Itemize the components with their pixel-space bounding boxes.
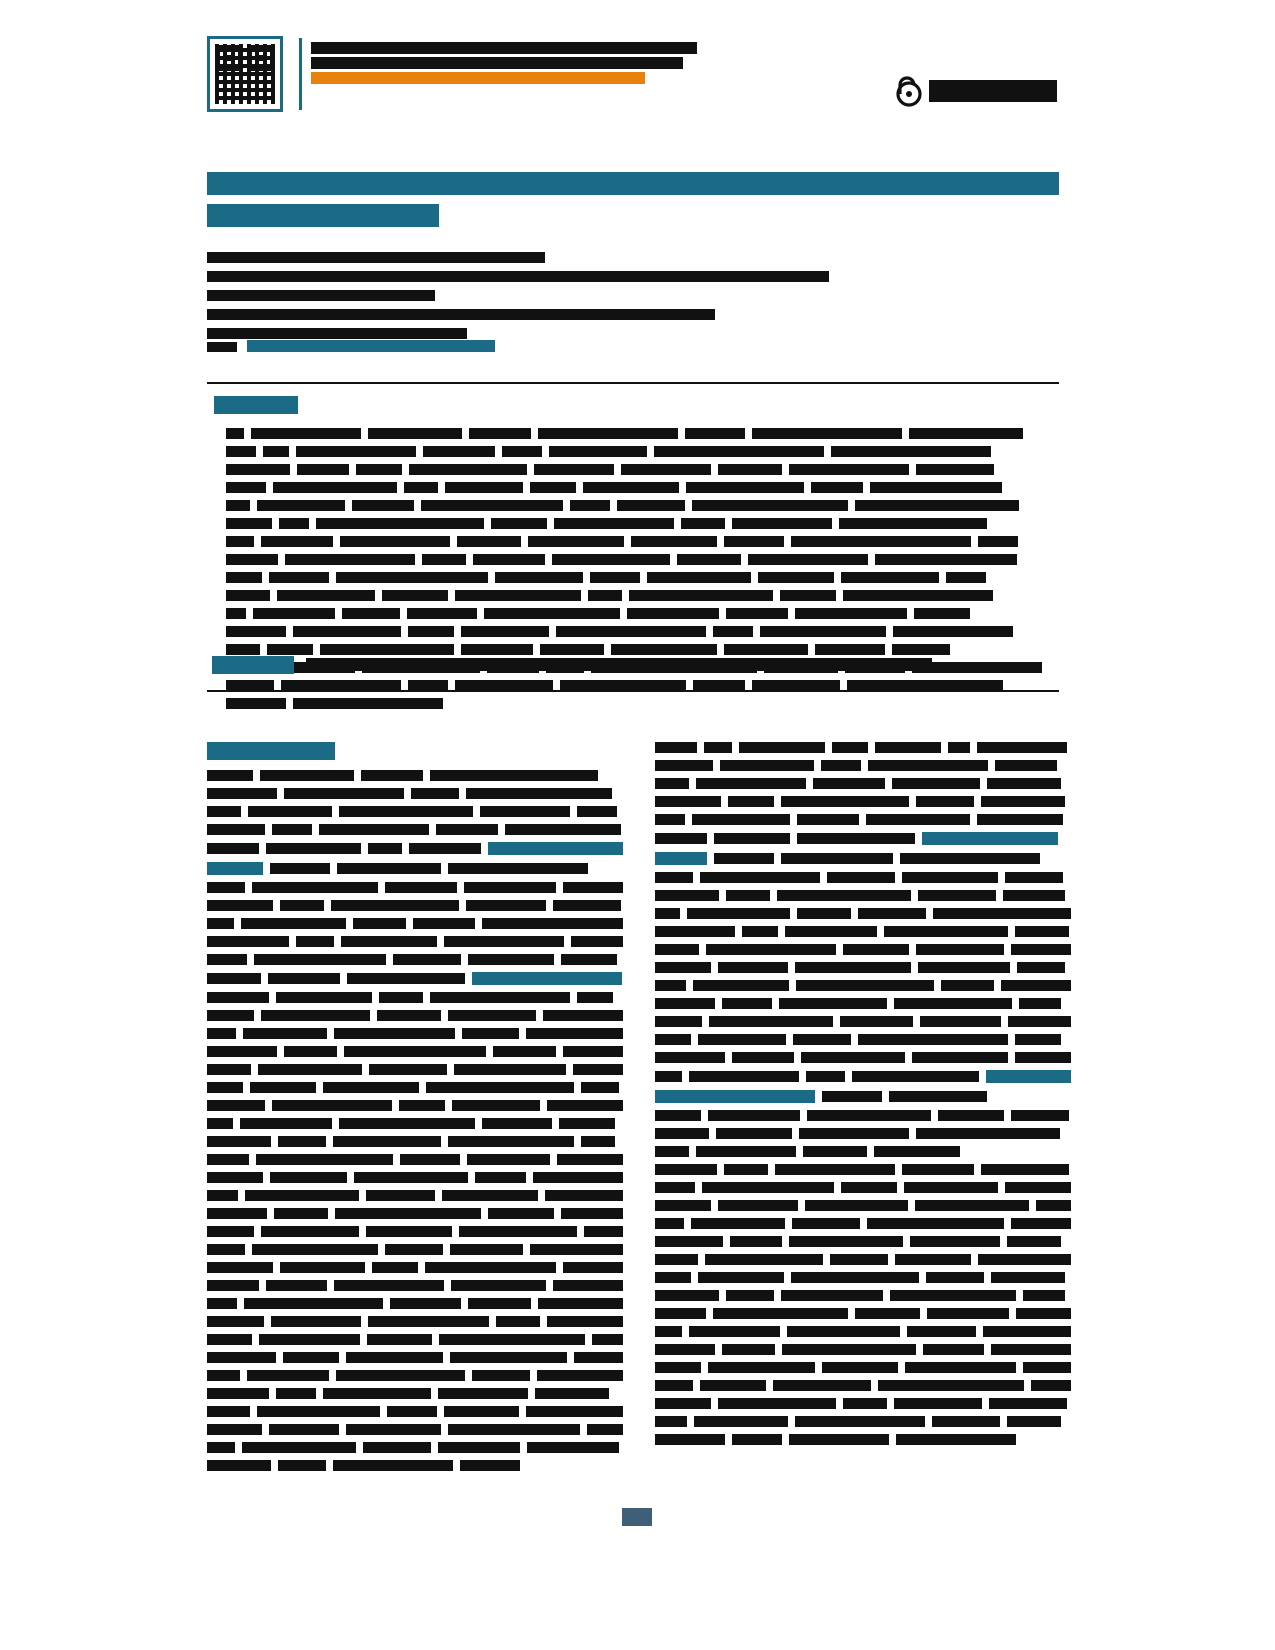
abstract-line: [226, 590, 1050, 601]
header-vertical-rule: [299, 38, 302, 110]
author-marker: [207, 342, 237, 352]
journal-citation-block: [311, 42, 711, 87]
title-line-2: [207, 204, 439, 227]
abstract-line: [226, 500, 1050, 511]
abstract-line: [226, 554, 1050, 565]
introduction-heading: [207, 742, 335, 760]
keywords-text: [306, 658, 932, 671]
author-block: [207, 252, 1059, 347]
qr-code-pattern: [215, 44, 275, 104]
title-line-1: [207, 172, 1059, 195]
page-title: [207, 172, 1059, 236]
author-line-1: [207, 252, 545, 263]
journal-doi-link[interactable]: [311, 72, 645, 84]
author-line-2: [207, 271, 829, 282]
journal-name-line: [311, 42, 697, 54]
abstract-line: [226, 518, 1050, 529]
affiliation-line-1: [207, 290, 435, 301]
right-column: [655, 742, 1071, 1454]
page-number: [622, 1508, 652, 1526]
abstract-line: [226, 644, 1050, 655]
abstract-line: [226, 446, 1050, 457]
affiliation-line-3: [207, 328, 467, 339]
paragraph: [655, 742, 1071, 1445]
abstract-line: [226, 482, 1050, 493]
abstract-line: [226, 428, 1050, 439]
corresponding-author-email[interactable]: [247, 340, 495, 352]
page-header: [207, 36, 1057, 114]
abstract-line: [226, 572, 1050, 583]
abstract-heading: [214, 396, 298, 414]
journal-volume-line: [311, 57, 683, 69]
abstract-line: [226, 536, 1050, 547]
keywords-heading: [212, 656, 294, 674]
abstract-bottom-rule: [207, 690, 1059, 692]
affiliation-line-2: [207, 309, 715, 320]
abstract-line: [226, 698, 1050, 709]
abstract-line: [226, 626, 1050, 637]
qr-code-icon[interactable]: [207, 36, 283, 112]
open-access-lock-icon: [887, 74, 923, 108]
open-access-label: [929, 80, 1057, 102]
abstract-line: [226, 464, 1050, 475]
abstract-text: [226, 428, 1050, 716]
paragraph: [207, 770, 623, 1471]
abstract-top-rule: [207, 382, 1059, 384]
open-access-badge: [887, 74, 1057, 108]
left-column: [207, 742, 623, 1480]
abstract-line: [226, 608, 1050, 619]
